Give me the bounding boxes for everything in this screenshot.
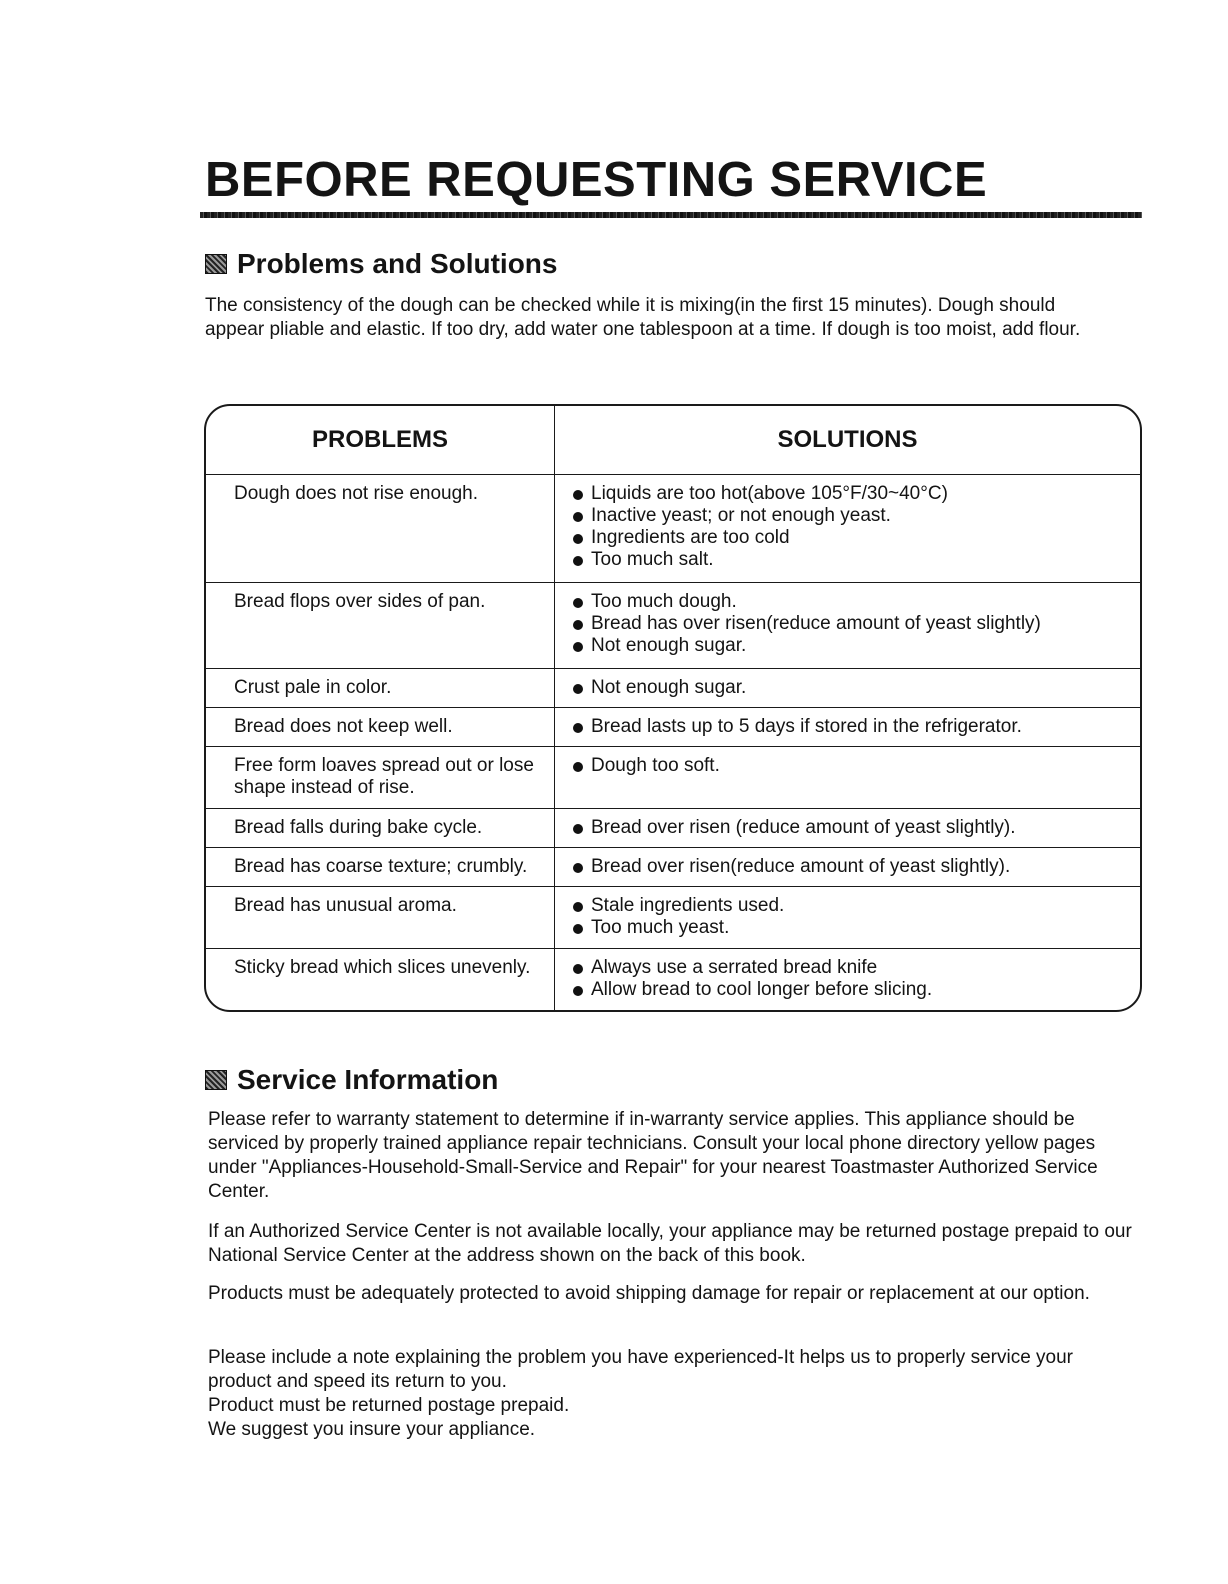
problem-cell: Free form loaves spread out or lose shape instead of rise. <box>206 746 555 808</box>
solution-item: Bread over risen (reduce amount of yeast slightly). <box>571 817 1128 839</box>
solution-item: Too much salt. <box>571 549 1128 571</box>
table-row <box>206 886 1140 948</box>
solution-cell <box>555 948 1141 1010</box>
solution-cell <box>555 746 1141 808</box>
solution-cell <box>555 886 1141 948</box>
title-underline <box>200 212 1142 218</box>
problems-column-header: PROBLEMS <box>206 406 555 475</box>
service-information-heading <box>205 1064 498 1096</box>
shipping-protection-paragraph: Products must be adequately protected to avoid shipping damage for repair or replacement at our option. <box>208 1283 1090 1304</box>
solution-cell <box>555 475 1141 583</box>
solution-item: Inactive yeast; or not enough yeast. <box>571 505 1128 527</box>
table-row <box>206 668 1140 707</box>
solution-cell <box>555 668 1141 707</box>
square-bullet-icon <box>205 1070 227 1090</box>
return-postage-line: Product must be returned postage prepaid. <box>208 1395 570 1416</box>
table-header-row <box>206 406 1140 475</box>
return-instructions <box>208 1346 1138 1442</box>
solution-item: Allow bread to cool longer before slicing. <box>571 979 1128 1001</box>
table-row <box>206 707 1140 746</box>
solution-item: Bread lasts up to 5 days if stored in the refrigerator. <box>571 716 1128 738</box>
solution-item: Liquids are too hot(above 105°F/30~40°C) <box>571 483 1128 505</box>
problem-cell: Bread has coarse texture; crumbly. <box>206 847 555 886</box>
problem-cell: Bread flops over sides of pan. <box>206 583 555 668</box>
return-note-line: Please include a note explaining the problem you have experienced-It helps us to properly service your product and speed its return to you. <box>208 1347 1074 1392</box>
problem-cell: Bread falls during bake cycle. <box>206 808 555 847</box>
warranty-paragraph: Please refer to warranty statement to determine if in-warranty service applies. This appliance should be serviced by properly trained appliance repair technicians. Consult your local phone directory yellow pages under "Appliances-Household-Small-Service and Repair" for your nearest Toastmaster Authorized Service Center. <box>208 1109 1098 1202</box>
problem-cell: Bread has unusual aroma. <box>206 886 555 948</box>
solution-item: Too much dough. <box>571 591 1128 613</box>
solution-item: Dough too soft. <box>571 755 1128 777</box>
page-title: BEFORE REQUESTING SERVICE <box>205 153 988 207</box>
problem-cell: Crust pale in color. <box>206 668 555 707</box>
solution-item: Bread over risen(reduce amount of yeast slightly). <box>571 856 1128 878</box>
problems-solutions-table <box>204 404 1142 1012</box>
table-row <box>206 808 1140 847</box>
solution-item: Not enough sugar. <box>571 635 1128 657</box>
solution-item: Not enough sugar. <box>571 677 1128 699</box>
solution-cell <box>555 808 1141 847</box>
service-center-paragraph: If an Authorized Service Center is not available locally, your appliance may be returned postage prepaid to our National Service Center at the address shown on the back of this book. <box>208 1221 1132 1266</box>
solution-cell <box>555 847 1141 886</box>
table-row <box>206 746 1140 808</box>
solutions-column-header: SOLUTIONS <box>555 406 1141 475</box>
solution-item: Always use a serrated bread knife <box>571 957 1128 979</box>
table-row <box>206 475 1140 583</box>
table-row <box>206 583 1140 668</box>
service-information-heading-text: Service Information <box>237 1064 499 1095</box>
dough-consistency-intro: The consistency of the dough can be checked while it is mixing(in the first 15 minutes). Dough should appear pliable and elastic. If too dry, add water one tablespoon at a time. If dough is too moist, add flour. <box>205 295 1081 340</box>
solution-item: Bread has over risen(reduce amount of yeast slightly) <box>571 613 1128 635</box>
problem-cell: Dough does not rise enough. <box>206 475 555 583</box>
table-row <box>206 948 1140 1010</box>
square-bullet-icon <box>205 254 227 274</box>
solution-item: Stale ingredients used. <box>571 895 1128 917</box>
solution-item: Ingredients are too cold <box>571 527 1128 549</box>
table-row <box>206 847 1140 886</box>
problem-cell: Sticky bread which slices unevenly. <box>206 948 555 1010</box>
problems-solutions-heading <box>205 248 557 280</box>
problem-cell: Bread does not keep well. <box>206 707 555 746</box>
problems-solutions-heading-text: Problems and Solutions <box>237 248 558 279</box>
solution-cell <box>555 583 1141 668</box>
solution-cell <box>555 707 1141 746</box>
insurance-line: We suggest you insure your appliance. <box>208 1419 536 1440</box>
solution-item: Too much yeast. <box>571 917 1128 939</box>
